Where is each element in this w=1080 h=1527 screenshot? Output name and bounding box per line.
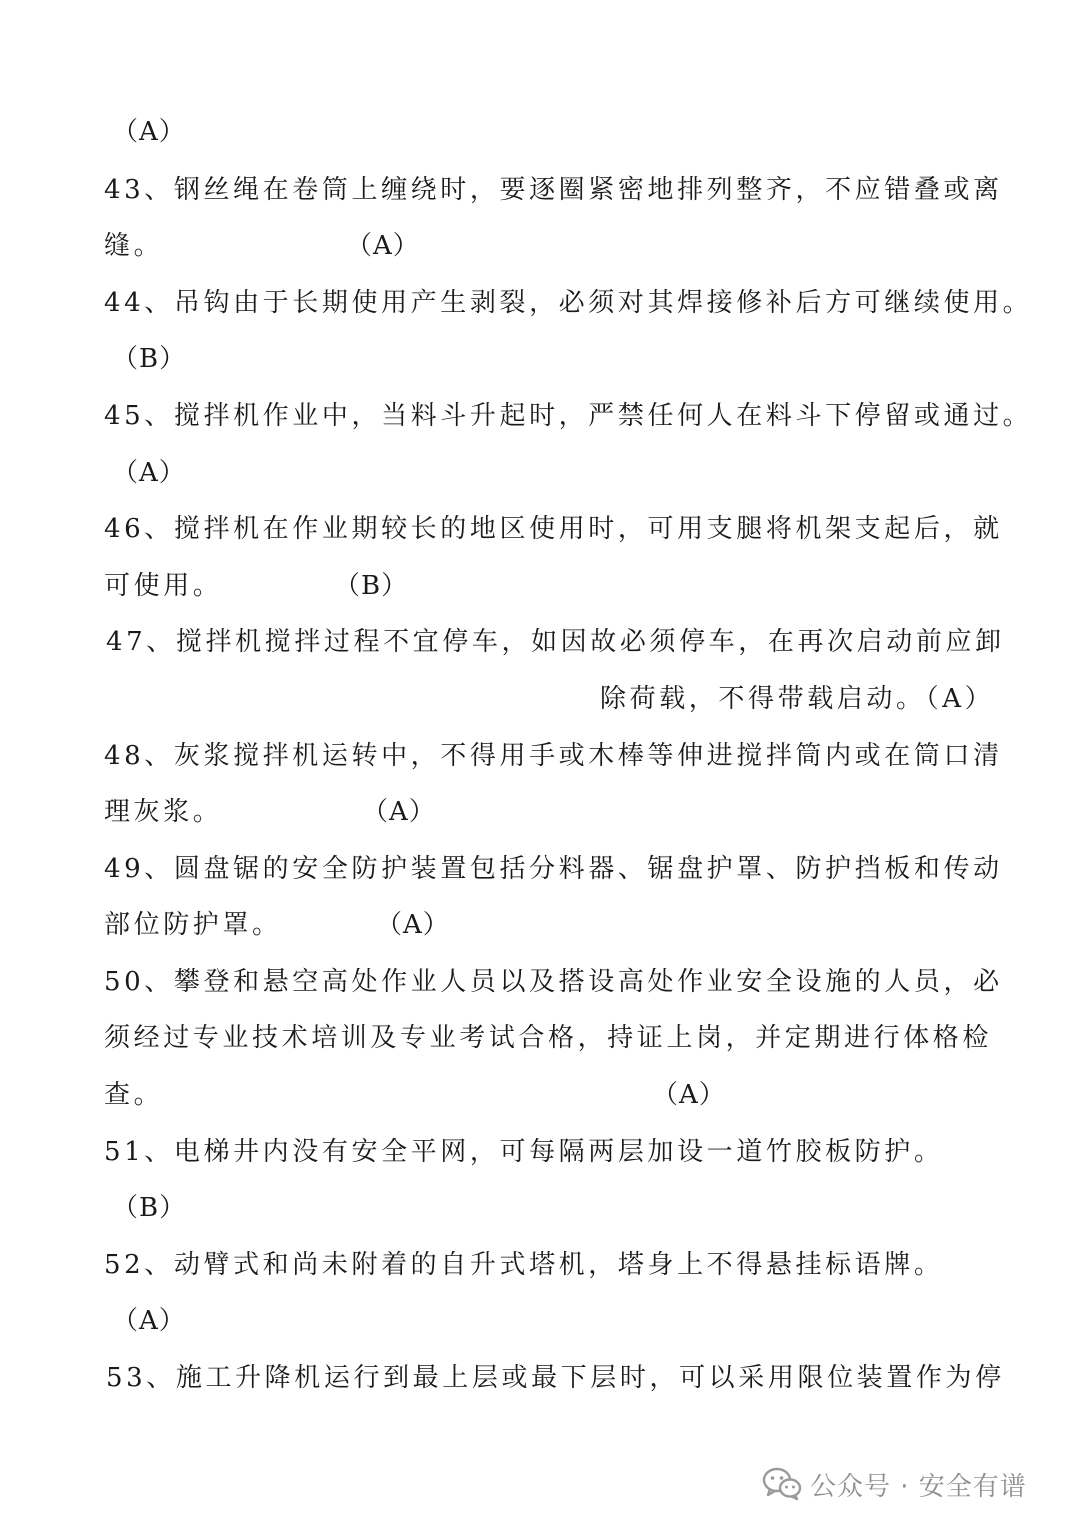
answer-51: （B） (112, 1193, 187, 1223)
answer-43: （A） (346, 231, 420, 261)
question-53-line-1: 53、施工升降机运行到最上层或最下层时，可以采用限位装置作为停 (106, 1363, 1005, 1393)
question-43-line-1: 43、钢丝绳在卷筒上缠绕时，要逐圈紧密地排列整齐，不应错叠或离 (104, 175, 1003, 205)
answer-46: （B） (334, 571, 409, 601)
answer-42: （A） (112, 117, 186, 147)
watermark (762, 1462, 1027, 1506)
question-49-line-1: 49、圆盘锯的安全防护装置包括分料器、锯盘护罩、防护挡板和传动 (104, 854, 1003, 884)
question-45-line-1: 45、搅拌机作业中，当料斗升起时，严禁任何人在料斗下停留或通过。 (104, 401, 1033, 431)
question-49-line-2: 部位防护罩。 (104, 910, 282, 940)
question-46-line-2: 可使用。 (104, 571, 223, 601)
question-43-line-2: 缝。 (104, 231, 164, 261)
question-48-line-1: 48、灰浆搅拌机运转中，不得用手或木棒等伸进搅拌筒内或在筒口清 (104, 741, 1003, 771)
question-50-line-2: 须经过专业技术培训及专业考试合格，持证上岗，并定期进行体格检 (104, 1023, 993, 1053)
answer-44: （B） (112, 344, 187, 374)
question-51-line-1: 51、电梯井内没有安全平网，可每隔两层加设一道竹胶板防护。 (104, 1137, 944, 1167)
answer-45: （A） (112, 458, 186, 488)
wechat-icon (762, 1467, 802, 1501)
answer-48: （A） (362, 797, 436, 827)
answer-52: （A） (112, 1306, 186, 1336)
question-47-line-2: 除荷载，不得带载启动。（A） (600, 684, 995, 714)
question-50-line-1: 50、攀登和悬空高处作业人员以及搭设高处作业安全设施的人员，必 (104, 967, 1003, 997)
answer-50: （A） (652, 1080, 726, 1110)
question-48-line-2: 理灰浆。 (104, 797, 223, 827)
question-46-line-1: 46、搅拌机在作业期较长的地区使用时，可用支腿将机架支起后，就 (104, 514, 1003, 544)
watermark-text: 公众号 · 安全有谱 (810, 1471, 1027, 1502)
question-47-line-1: 47、搅拌机搅拌过程不宜停车，如因故必须停车，在再次启动前应卸 (106, 627, 1005, 657)
answer-49: （A） (376, 910, 450, 940)
question-50-line-3: 查。 (104, 1080, 164, 1110)
question-52-line-1: 52、动臂式和尚未附着的自升式塔机，塔身上不得悬挂标语牌。 (104, 1250, 944, 1280)
question-44-line-1: 44、吊钩由于长期使用产生剥裂，必须对其焊接修补后方可继续使用。 (104, 288, 1033, 318)
